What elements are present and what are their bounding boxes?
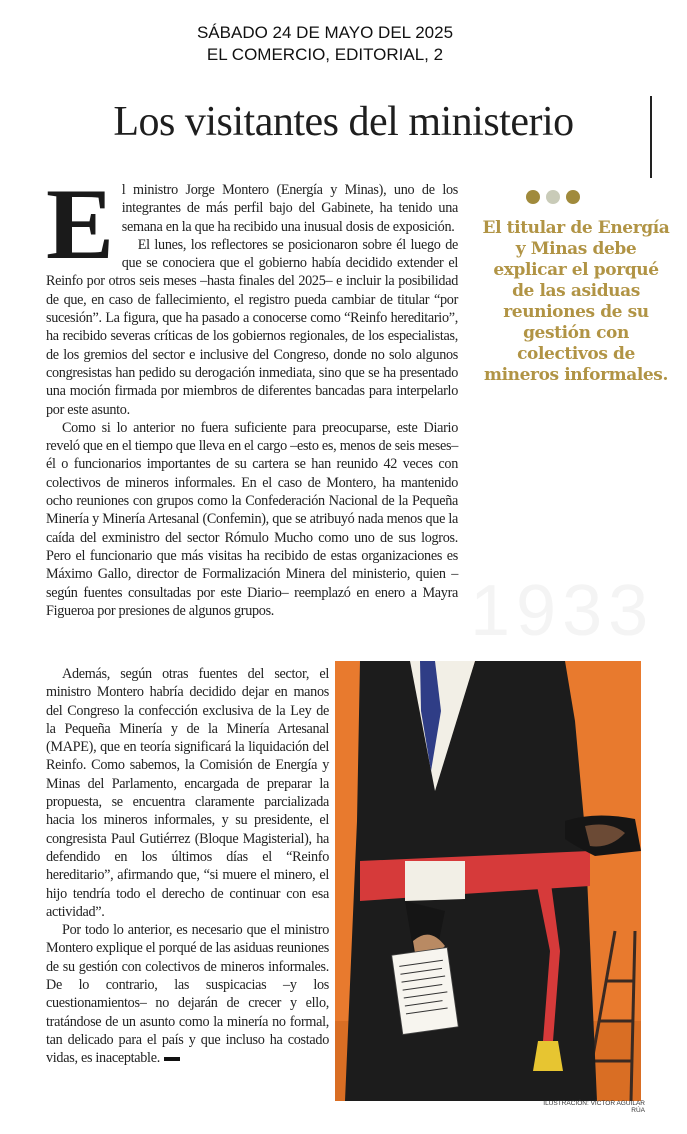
dot-3 — [566, 190, 580, 204]
article-column-2 — [46, 665, 329, 1068]
article-paragraph-2: El lunes, los reflectores se posicionaron sobre él luego de que se conociera que el gobierno había decidido extender el Reinfo por otros seis meses –hasta finales del 2025– e incluir la posibilidad de que, en caso de fallecimiento, el registro pueda cambiar de titular “por sucesión”. La figura, que ha pasado a conocerse como “Reinfo hereditario”, ha recibido severas críticas de los gobiernos regionales, de los especialistas, de los gremios del sector e inclusive del Congreso, donde no solo algunos congresistas han pedido su derogación inmediata, sino que se ha presentado una moción firmada por miembros de diferentes bancadas para interpelarlo por este asunto. — [46, 236, 458, 418]
article-column-1 — [46, 168, 458, 620]
end-mark — [164, 1057, 180, 1061]
pull-quote-dots — [526, 190, 586, 206]
edition-source: EL COMERCIO, EDITORIAL, 2 — [206, 45, 444, 64]
article-title: Los visitantes del ministerio — [113, 99, 574, 145]
illustration-credit: ILUSTRACIÓN: VÍCTOR AGUILAR RÚA — [543, 1100, 645, 1114]
sash-tassel — [533, 1041, 563, 1071]
edition-date: SÁBADO 24 DE MAYO DEL 2025 — [196, 23, 454, 42]
article-paragraph-1: El ministro Jorge Montero (Energía y Minas), uno de los integrantes de más perfil bajo del Gabinete, ha tenido una semana en la que ha recibido una inusual dosis de exposición. — [46, 168, 458, 281]
dot-1 — [526, 190, 540, 204]
article-paragraph-3: Como si lo anterior no fuera suficiente para preocuparse, este Diario reveló que en el tiempo que lleva en el cargo –esto es, menos de seis meses– él o funcionarios importantes de su cartera se han reunido 42 veces con colectivos de mineros informales. En el caso de Montero, ha mantenido ocho reuniones con grupos como la Confederación Nacional de la Pequeña Minería y Minería Artesanal (Confemin), que se atribuyó nada menos que la caída del exministro del sector Rómulo Mucho como uno de sus logros. Pero el funcionario que más visitas ha recibido de estas organizaciones es Máximo Gallo, director de Formalización Minera del ministerio, quien –según fuentes consultadas por este Diario– reemplazó en enero a Mayra Figueroa por presiones de algunos grupos. — [46, 419, 458, 619]
pull-quote: El titular de Energía y Minas debe explicar el porqué de las asiduas reuniones de su gestión con colectivos de mineros informales. — [482, 218, 670, 385]
masthead-info — [0, 22, 650, 66]
document — [392, 947, 459, 1034]
background-watermark: 1933 — [470, 571, 655, 651]
article-paragraph-4: Además, según otras fuentes del sector, el ministro Montero habría decidido dejar en manos del Congreso la confección exclusiva de la Ley de la Pequeña Minería y de la Minería Artesanal (MAPE), que en teoría significará la liquidación del Reinfo. Como sabemos, la Comisión de Energía y Minas del Parlamento, encargada de preparar la propuesta, se encuentra claramente parcializada hacia los mineros informales, y su presidente, el congresista Paul Gutiérrez (Bloque Magisterial), ha defendido en los últimos días el “Reinfo hereditario”, afirmando que, “si muere el minero, el hijo tendría todo el derecho de continuar con esa actividad”. — [46, 666, 329, 920]
dot-2 — [546, 190, 560, 204]
illustration — [335, 661, 641, 1101]
sash-white-band — [405, 861, 465, 901]
article-paragraph-5: Por todo lo anterior, es necesario que el ministro Montero explique el porqué de las asiduas reuniones de su gestión con colectivos de mineros informales. De lo contrario, las suspicacias –y los cuestionamientos– no dejarán de crecer y ello, tratándose de un asunto como la minería no formal, tan delicado para el país y que incluso ha costado vidas, es inaceptable. — [46, 922, 329, 1067]
drop-cap: E — [46, 168, 114, 281]
